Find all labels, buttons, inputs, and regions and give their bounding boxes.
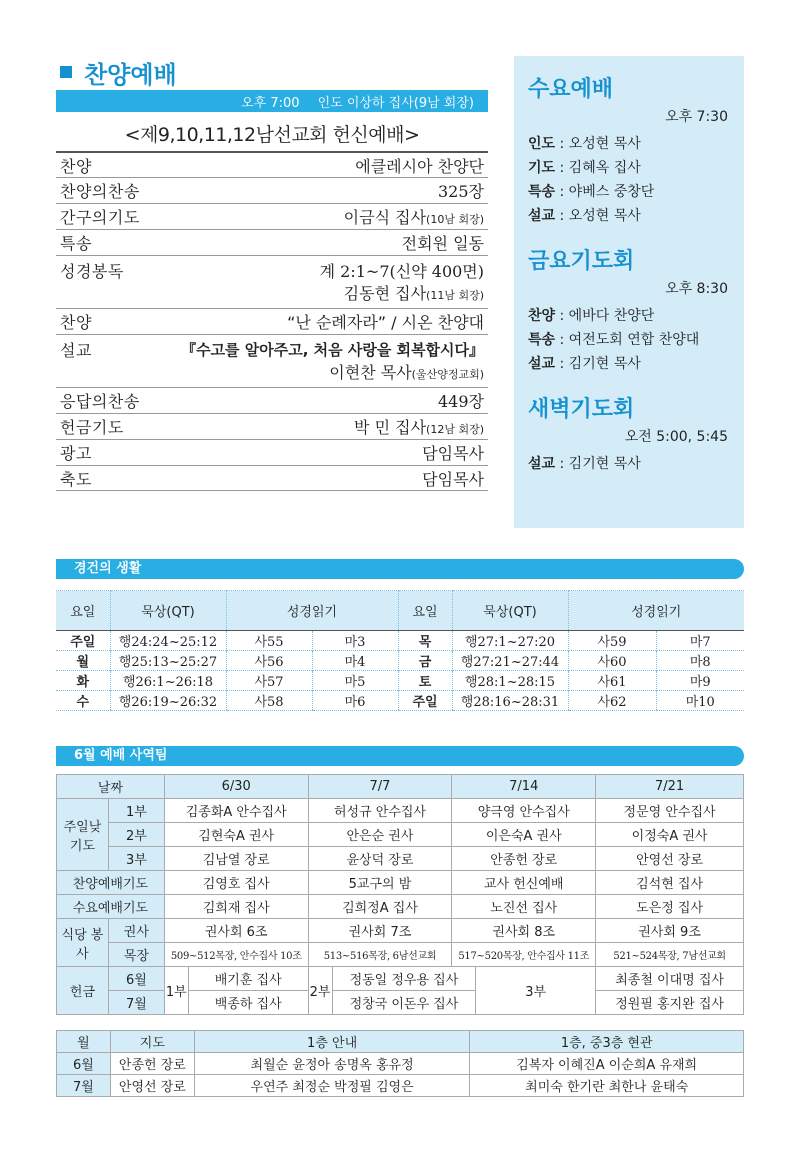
table-cell: 사56 <box>226 651 312 671</box>
text-label: 설교 <box>528 456 556 472</box>
text-label: 담임목사 <box>422 444 484 463</box>
col-header: 월 <box>57 1031 111 1053</box>
text-label: : 김혜옥 집사 <box>555 160 641 176</box>
text-label: 광고 <box>60 444 92 463</box>
table-cell: 마8 <box>656 651 744 671</box>
table-cell: 정동일 정우용 집사 <box>332 967 476 991</box>
prayer-group-label: 주일낮 기도 <box>57 799 109 871</box>
order-row <box>56 177 488 203</box>
text-label: 인도 <box>528 136 556 152</box>
table-cell: 1부 <box>164 967 188 1015</box>
text-label: : 오성현 목사 <box>555 136 641 152</box>
table-cell: 김현숙A 권사 <box>164 823 308 847</box>
worship-time: 오후 7:00 <box>241 95 300 111</box>
col-header: 성경읽기 <box>226 591 398 631</box>
table-cell: 사62 <box>568 691 656 711</box>
table-cell: 행27:21~27:44 <box>452 651 568 671</box>
table-cell: 마7 <box>656 631 744 651</box>
text-label: 특송 <box>528 332 556 348</box>
worship-title <box>56 56 488 88</box>
text-label: : 오성현 목사 <box>555 208 641 224</box>
text-label: 헌금기도 <box>60 418 124 437</box>
table-cell: 행26:1~26:18 <box>110 671 226 691</box>
fri-service-time: 오후 8:30 <box>665 281 728 297</box>
table-cell: 수요예배기도 <box>57 895 165 919</box>
table-cell: 김종화A 안수집사 <box>164 799 308 823</box>
order-row <box>56 465 488 491</box>
text-label: 이금식 집사 <box>343 208 427 227</box>
text-label: 찬양 <box>60 313 92 332</box>
text-label: 설교 <box>528 208 556 224</box>
offering-group-label: 헌금 <box>57 967 109 1015</box>
table-cell: 김남열 장로 <box>164 847 308 871</box>
table-cell: 사55 <box>226 631 312 651</box>
text-label: : 김기현 목사 <box>555 356 641 372</box>
table-cell: 권사회 6조 <box>164 919 308 943</box>
date-cell: 7/21 <box>596 775 744 799</box>
table-cell: 행27:1~27:20 <box>452 631 568 651</box>
table-cell: 이정숙A 권사 <box>596 823 744 847</box>
table-cell: 마5 <box>312 671 398 691</box>
other-services-panel <box>514 56 744 528</box>
table-cell: 안종헌 장로 <box>110 1053 194 1075</box>
date-label: 날짜 <box>57 775 165 799</box>
table-cell: 5교구의 밤 <box>308 871 452 895</box>
text-label: (12남 회장) <box>426 423 484 436</box>
table-cell: 사57 <box>226 671 312 691</box>
table-cell: 허성규 안수집사 <box>308 799 452 823</box>
col-header: 지도 <box>110 1031 194 1053</box>
order-row <box>56 229 488 255</box>
table-row <box>57 967 744 991</box>
table-cell: 최미숙 한기란 최한나 윤태숙 <box>470 1075 744 1097</box>
table-cell: 김영호 집사 <box>164 871 308 895</box>
table-cell: 수 <box>56 691 110 711</box>
table-cell: 6월 <box>108 967 164 991</box>
table-row <box>57 895 744 919</box>
table-cell: 양극영 안수집사 <box>452 799 596 823</box>
table-cell: 김석현 집사 <box>596 871 744 895</box>
text-label: : 에바다 찬양단 <box>555 308 655 324</box>
service-team-header: 6월 예배 사역팀 <box>56 746 744 766</box>
table-cell: 사59 <box>568 631 656 651</box>
devotion-header: 경건의 생활 <box>56 559 744 579</box>
table-cell: 안영선 장로 <box>110 1075 194 1097</box>
text-label: 특송 <box>528 184 556 200</box>
table-cell: 517~520목장, 안수집사 11조 <box>452 943 596 967</box>
text-label: 계 2:1~7(신약 400면) <box>319 261 484 281</box>
date-cell: 7/14 <box>452 775 596 799</box>
text-label: 기도 <box>528 160 556 176</box>
text-label: 이현찬 목사 <box>329 363 412 382</box>
fri-item <box>528 352 730 376</box>
table-cell: 목 <box>398 631 452 651</box>
table-cell: 행26:19~26:32 <box>110 691 226 711</box>
table-row <box>56 671 744 691</box>
table-cell: 화 <box>56 671 110 691</box>
text-label: (10남 회장) <box>426 213 484 226</box>
table-cell: 배기훈 집사 <box>188 967 308 991</box>
table-cell: 7월 <box>108 991 164 1015</box>
table-row <box>57 1075 744 1097</box>
text-label: 325장 <box>438 182 484 201</box>
worship-subtitle: <제9,10,11,12남선교회 헌신예배> <box>124 124 420 146</box>
guide-table <box>56 1030 744 1097</box>
table-cell: 513~516목장, 6남선교회 <box>308 943 452 967</box>
table-cell: 교사 헌신예배 <box>452 871 596 895</box>
table-cell: 도은정 집사 <box>596 895 744 919</box>
text-label: 찬양의찬송 <box>60 182 140 201</box>
table-cell: 월 <box>56 651 110 671</box>
table-cell: 노진선 집사 <box>452 895 596 919</box>
text-label: 김동현 집사 <box>343 284 427 303</box>
col-header: 성경읽기 <box>568 591 744 631</box>
table-cell: 3부 <box>108 847 164 871</box>
table-cell: 안은순 권사 <box>308 823 452 847</box>
col-header: 요일 <box>398 591 452 631</box>
table-row <box>56 651 744 671</box>
table-cell: 마6 <box>312 691 398 711</box>
table-cell: 권사회 8조 <box>452 919 596 943</box>
order-row-sermon <box>56 334 488 387</box>
col-header: 1층, 중3층 현관 <box>470 1031 744 1053</box>
service-team-table <box>56 774 744 1015</box>
table-cell: 안영선 장로 <box>596 847 744 871</box>
table-cell: 목장 <box>108 943 164 967</box>
fri-item <box>528 304 730 328</box>
table-row <box>57 943 744 967</box>
text-label: 특송 <box>60 234 92 253</box>
table-cell: 행28:1~28:15 <box>452 671 568 691</box>
text-label: 설교 <box>60 340 92 360</box>
wed-item <box>528 180 730 204</box>
worship-info-bar <box>56 90 488 112</box>
table-cell: 김희정A 집사 <box>308 895 452 919</box>
devotion-table <box>56 590 744 711</box>
text-label: 설교 <box>528 356 556 372</box>
table-cell: 안종헌 장로 <box>452 847 596 871</box>
date-cell: 6/30 <box>164 775 308 799</box>
text-label: 응답의찬송 <box>60 392 140 411</box>
text-label: 에클레시아 찬양단 <box>355 156 484 176</box>
table-cell: 행25:13~25:27 <box>110 651 226 671</box>
text-label: 담임목사 <box>422 469 484 489</box>
order-row <box>56 203 488 229</box>
table-row <box>57 823 744 847</box>
table-row <box>57 799 744 823</box>
table-cell: 주일 <box>56 631 110 651</box>
table-cell: 행24:24~25:12 <box>110 631 226 651</box>
table-cell: 우연주 최정순 박정필 김영은 <box>194 1075 470 1097</box>
table-row <box>57 919 744 943</box>
table-cell: 주일 <box>398 691 452 711</box>
table-cell: 정원필 홍지완 집사 <box>596 991 744 1015</box>
order-row <box>56 387 488 413</box>
col-header: 묵상(QT) <box>452 591 568 631</box>
dawn-service-time: 오전 5:00, 5:45 <box>624 429 728 445</box>
table-cell: 이은숙A 권사 <box>452 823 596 847</box>
text-label: : 야베스 중창단 <box>555 184 655 200</box>
table-cell: 마3 <box>312 631 398 651</box>
text-label: (울산양정교회) <box>411 368 484 381</box>
table-cell: 김복자 이혜진A 이순희A 유재희 <box>470 1053 744 1075</box>
table-row <box>57 991 744 1015</box>
order-row <box>56 413 488 439</box>
text-label: 박 민 집사 <box>354 418 427 437</box>
text-label: 간구의기도 <box>60 208 140 227</box>
worship-leader: 인도 이상하 집사(9남 회장) <box>317 95 474 111</box>
meal-group-label: 식당 봉사 <box>57 919 109 967</box>
table-cell: 1부 <box>108 799 164 823</box>
table-cell: 금 <box>398 651 452 671</box>
table-cell: 7월 <box>57 1075 111 1097</box>
table-cell: 행28:16~28:31 <box>452 691 568 711</box>
worship-section <box>56 56 488 491</box>
table-cell: 3부 <box>476 967 596 1015</box>
square-bullet-icon <box>60 66 72 78</box>
table-cell: 마4 <box>312 651 398 671</box>
wed-item <box>528 156 730 180</box>
wed-item <box>528 132 730 156</box>
text-label: : 김기현 목사 <box>555 456 641 472</box>
table-row <box>57 1053 744 1075</box>
table-row <box>56 691 744 711</box>
text-label: 449장 <box>438 392 484 411</box>
table-cell: 마10 <box>656 691 744 711</box>
fri-service-title: 금요기도회 <box>528 249 635 274</box>
table-row <box>57 871 744 895</box>
table-cell: 사60 <box>568 651 656 671</box>
order-row <box>56 255 488 308</box>
table-cell: 사61 <box>568 671 656 691</box>
dawn-service-title: 새벽기도회 <box>528 397 635 422</box>
table-cell: 김희재 집사 <box>164 895 308 919</box>
table-cell: 최종철 이대명 집사 <box>596 967 744 991</box>
table-cell: 찬양예배기도 <box>57 871 165 895</box>
table-cell: 2부 <box>108 823 164 847</box>
table-cell: 2부 <box>308 967 332 1015</box>
order-row <box>56 151 488 177</box>
text-label: 축도 <box>60 469 92 489</box>
wed-service-time: 오후 7:30 <box>665 109 728 125</box>
table-row <box>56 631 744 651</box>
order-row <box>56 308 488 334</box>
table-cell: 토 <box>398 671 452 691</box>
table-cell: 521~524목장, 7남선교회 <box>596 943 744 967</box>
table-cell: 권사회 7조 <box>308 919 452 943</box>
fri-item <box>528 328 730 352</box>
table-cell: 정창국 이돈우 집사 <box>332 991 476 1015</box>
table-cell: 509~512목장, 안수집사 10조 <box>164 943 308 967</box>
text-label: 전회원 일동 <box>401 234 484 253</box>
order-row <box>56 439 488 465</box>
col-header: 묵상(QT) <box>110 591 226 631</box>
text-label: 성경봉독 <box>60 261 124 281</box>
table-cell: 사58 <box>226 691 312 711</box>
text-label: 찬양예배 <box>84 60 177 89</box>
table-cell: 최월순 윤정아 송명옥 홍유정 <box>194 1053 470 1075</box>
col-header: 요일 <box>56 591 110 631</box>
date-cell: 7/7 <box>308 775 452 799</box>
table-cell: 마9 <box>656 671 744 691</box>
text-label: “난 순례자라” / 시온 찬양대 <box>287 313 484 332</box>
table-cell: 정문영 안수집사 <box>596 799 744 823</box>
table-cell: 백종하 집사 <box>188 991 308 1015</box>
text-label: 찬양 <box>528 308 556 324</box>
table-cell: 권사 <box>108 919 164 943</box>
wed-item <box>528 204 730 228</box>
wed-service-title: 수요예배 <box>528 77 614 102</box>
table-row <box>57 847 744 871</box>
col-header: 1층 안내 <box>194 1031 470 1053</box>
table-cell: 윤상덕 장로 <box>308 847 452 871</box>
text-label: : 여전도회 연합 찬양대 <box>555 332 700 348</box>
sermon-title: 『수고를 알아주고, 처음 사랑을 회복합시다』 <box>181 340 484 359</box>
text-label: 찬양 <box>60 156 92 176</box>
table-cell: 6월 <box>57 1053 111 1075</box>
table-cell: 권사회 9조 <box>596 919 744 943</box>
text-label: (11남 회장) <box>426 289 484 302</box>
dawn-item <box>528 452 730 476</box>
